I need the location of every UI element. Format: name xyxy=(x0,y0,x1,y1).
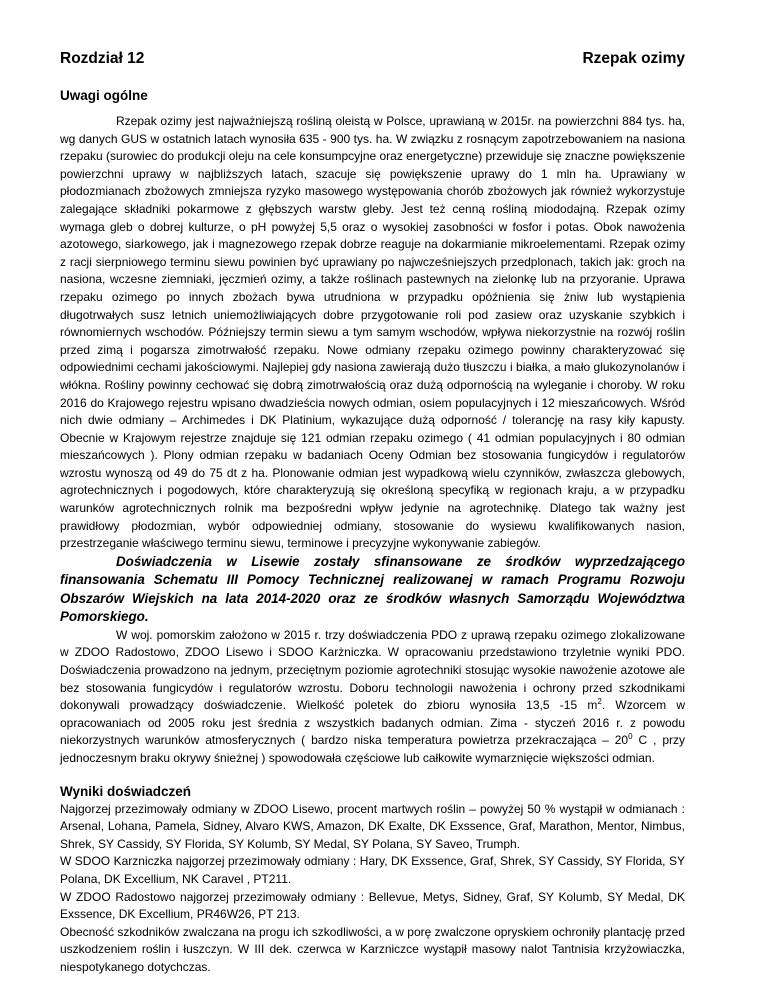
superscript-degree: 0 xyxy=(628,732,633,742)
crop-title: Rzepak ozimy xyxy=(582,50,685,67)
page-header xyxy=(60,50,685,68)
superscript-area-unit: 2 xyxy=(597,697,602,707)
results-paragraph-lisewo: Najgorzej przezimowały odmiany w ZDOO Lisewo, procent martwych roślin – powyżej 50 % wystąpił w odmianach : Arsenal, Lohana, Pamela, Sidney, Alvaro KWS, Amazon, DK Exalte, DK Exssence, Graf, Marathon, Mentor, Nimbus, Shrek, SY Cassidy, SY Florida, SY Kolumb, SY Medal, SY Polana, SY Saveo, Trumph. xyxy=(60,801,685,851)
experiments-text-c: C , przy jednoczesnym braku okrywy śnieżnej ) spowodowała częściowe lub całkowite wymarznięcie większości odmian. xyxy=(60,733,685,765)
funding-statement: Doświadczenia w Lisewie zostały sfinansowane ze środków wyprzedzającego finansowania Schematu III Pomocy Technicznej realizowanej w ramach Programu Rozwoju Obszarów Wiejskich na lata 2014-2020 oraz ze środków własnych Samorządu Województwa Pomorskiego. xyxy=(60,553,685,625)
results-heading: Wyniki doświadczeń xyxy=(60,783,192,799)
results-paragraph-pests: Obecność szkodników zwalczana na progu ich szkodliwości, a w porę zwalczone opryskiem ochroniły plantację przed uszkodzeniem roślin i łuszczyn. W III dek. czerwca w Karzniczce wystąpił masowy nalot Tantnisia krzyżowiaczka, niespotykanego dotychczas. xyxy=(60,924,685,974)
experiments-text-a: W woj. pomorskim założono w 2015 r. trzy doświadczenia PDO z uprawą rzepaku ozimego zlokalizowane w ZDOO Radostowo, ZDOO Lisewo i SDOO Karżniczka. W opracowaniu przedstawiono trzyletnie wyniki PDO. Doświadczenia prowadzono na jednym, przeciętnym poziomie agrotechniki stosując wysokie nawożenie azotowe ale bez stosowania fungicydów i regulatorów wzrostu. Doboru technologii nawożenia i ochrony przed szkodnikami dokonywali prowadzący doświadczenie. Wielkość poletek do zbioru wynosiła 13,5 -15 m xyxy=(60,627,685,713)
experiments-paragraph xyxy=(60,627,685,768)
results-paragraph-radostowo: W ZDOO Radostowo najgorzej przezimowały odmiany : Bellevue, Metys, Sidney, Graf, SY Kolumb, SY Medal, DK Exssence, DK Excellium, PR46W26, PT 213. xyxy=(60,889,685,922)
results-paragraph-karzniczka: W SDOO Karzniczka najgorzej przezimowały odmiany : Hary, DK Exssence, Graf, Shrek, SY Cassidy, SY Florida, SY Polana, DK Excellium, NK Caravel , PT211. xyxy=(60,854,685,886)
document-page xyxy=(60,50,685,977)
general-heading: Uwagi ogólne xyxy=(60,88,148,103)
chapter-title: Rozdział 12 xyxy=(60,50,145,67)
experiments-text-b: . Wzorcem w opracowaniach od 2005 roku jest średnia z wszystkich badanych odmian. Zima - styczeń 2016 r. z powodu niekorzystnych warunków atmosferycznych ( bardzo niska temperatura powietrza przekraczająca – 20 xyxy=(60,698,685,748)
general-paragraph: Rzepak ozimy jest najważniejszą rośliną oleistą w Polsce, uprawianą w 2015r. na powierzchni 884 tys. ha, wg danych GUS w ostatnich latach wynosiła 635 - 900 tys. ha. W związku z rosnącym zapotrzebowaniem na nasiona rzepaku (surowiec do produkcji oleju na cele konsumpcyjne oraz energetyczne) przewiduje się znaczne powiększenie powierzchni uprawy w najbliższych latach, szacuje się powiększenie uprawy do 1 mln ha. Uprawiany w płodozmianach zbożowych zmniejsza ryzyko masowego występowania chorób zbożowych jak również wykorzystuje zalegające składniki pokarmowe z głębszych warstw gleby. Jest też cenną rośliną miododajną. Rzepak ozimy wymaga gleb o dobrej kulturze, o pH powyżej 5,5 oraz o wysokiej zasobności w fosfor i potas. Obok nawożenia azotowego, siarkowego, jak i magnezowego rzepak dobrze reaguje na dokarmianie mikroelementami. Rzepak ozimy z racji sierpniowego terminu siewu powinien być uprawiany po najwcześniejszych przedplonach, takich jak: groch na nasiona, wczesne ziemniaki, jęczmień ozimy, a także roślinach pastewnych na zielonkę lub na przyoranie. Uprawa rzepaku ozimego po innych zbożach bywa utrudniona w przypadku opóźnienia się żniw lub wystąpienia długotrwałych susz letnich uniemożliwiających dobre przygotowanie roli pod zasiew oraz uzyskanie szybkich i równomiernych wschodów. Późniejszy termin siewu a tym samym wschodów, wpływa niekorzystnie na rozwój roślin przed zimą i pogarsza zimotrwałość rzepaku. Nowe odmiany rzepaku ozimego powinny charakteryzować się odpowiednimi cechami jakościowymi. Najlepiej gdy nasiona zawierają dużo tłuszczu i białka, a mało glukozynolanów i włókna. Rośliny powinny cechować się dobrą zimotrwałością oraz dużą odpornością na wyleganie i choroby. W roku 2016 do Krajowego rejestru wpisano dwadzieścia nowych odmian, osiem populacyjnych i 12 mieszańcowych. Wśród nich dwie odmiany – Archimedes i DK Platinium, wykazujące dużą odporność / tolerancję na rasy kiły kapusty. Obecnie w Krajowym rejestrze znajduje się 121 odmian rzepaku ozimego ( 41 odmian populacyjnych i 80 odmian mieszańcowych ). Plony odmian rzepaku w badaniach Oceny Odmian bez stosowania fungicydów i regulatorów wzrostu wynoszą od 49 do 75 dt z ha. Plonowanie odmian jest wypadkową wielu czynników, zwłaszcza glebowych, agrotechnicznych i pogodowych, które charakteryzują się określoną specyfiką w regionach kraju, a w przypadku warunków agrotechnicznych rolnik ma bezpośredni wpływ jedynie na agrotechnikę. Dlatego tak ważny jest prawidłowy płodozmian, wybór odpowiedniej odmiany, stosowanie do wysiewu kwalifikowanych nasion, przestrzeganie właściwego terminu siewu, terminowe i precyzyjne wykonywanie zabiegów. xyxy=(60,114,685,551)
